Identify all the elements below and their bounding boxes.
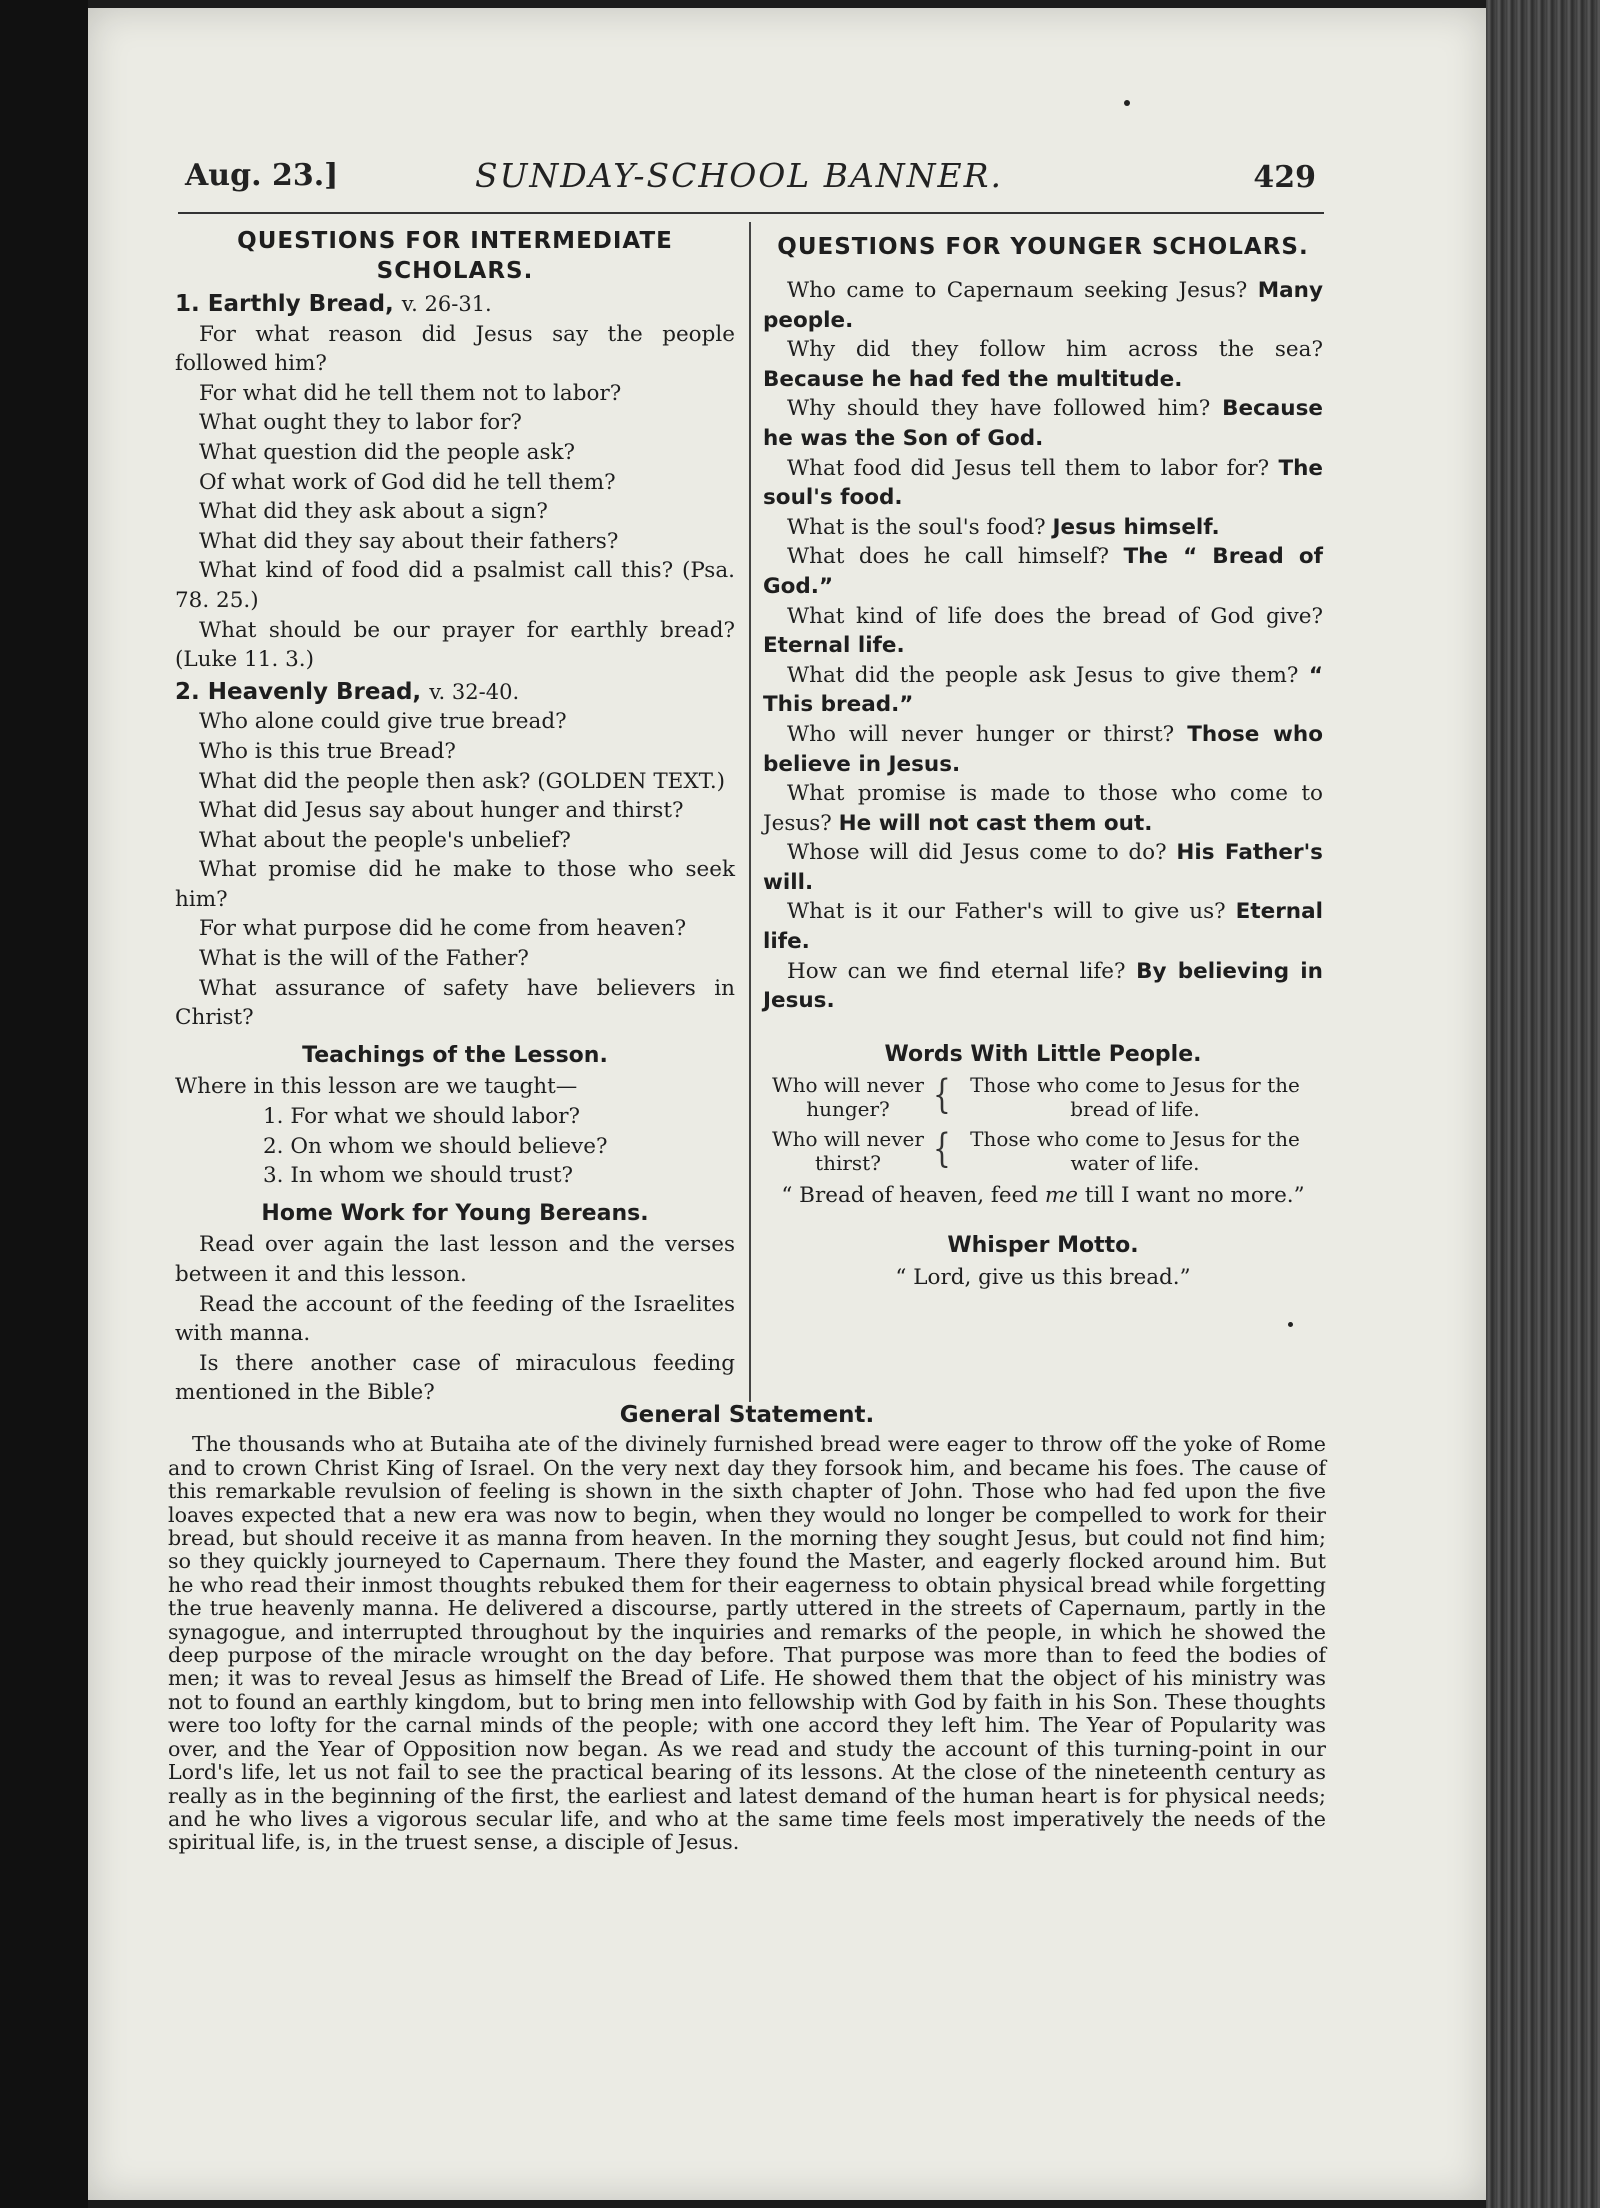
- question: What did Jesus say about hunger and thirst?: [199, 798, 684, 824]
- earthly-bread-questions: [175, 320, 735, 675]
- qa-question: What is it our Father's will to give us?: [787, 899, 1226, 925]
- qa-question: Why did they follow him across the sea?: [787, 337, 1323, 363]
- section-earthly-bread: [175, 290, 735, 320]
- qa-answer: His Father's will.: [763, 840, 1323, 895]
- heavenly-bread-questions: [175, 707, 735, 1033]
- qa-question: Why should they have followed him?: [787, 396, 1211, 422]
- words-answer: Those who come to Jesus for the bread of life.: [970, 1073, 1300, 1122]
- qa-answer: Because he had fed the multitude.: [763, 366, 1183, 392]
- question: What did they say about their fathers?: [199, 528, 619, 554]
- qa-answer: Eternal life.: [763, 899, 1323, 955]
- book-spine-edge: [1486, 0, 1600, 2208]
- scan-left-edge: [0, 0, 88, 2208]
- qa-question: What is the soul's food?: [787, 514, 1046, 540]
- motto-heading: Whisper Motto.: [947, 1233, 1139, 1259]
- brace-glyph: {: [933, 1071, 951, 1118]
- intermediate-heading: QUESTIONS FOR INTERMEDIATE SCHOLARS.: [237, 228, 673, 284]
- list-item: 1. For what we should labor?: [263, 1104, 580, 1130]
- question: What did they ask about a sign?: [199, 499, 548, 525]
- teachings-lead: Where in this lesson are we taught—: [175, 1074, 578, 1100]
- question: Of what work of God did he tell them?: [199, 469, 616, 495]
- qa-answer: He will not cast them out.: [838, 810, 1153, 836]
- general-statement-body: The thousands who at Butaiha ate of the divinely furnished bread were eager to throw off the yoke of Rome and to crown Christ King of Israel. On the very next day they forsook him, and became his foes. The cause of this remarkable revulsion of feeling is shown in the sixth chapter of John. Those who had fed upon the five loaves expected that a new era was now to begin, when they would no longer be compelled to work for their bread, but should receive it as manna from heaven. In the morning they sought Jesus, but could not find him; so they quickly journeyed to Capernaum. There they found the Master, and eagerly flocked around him. But he who read their inmost thoughts rebuked them for their eagerness to obtain physical bread while forgetting the true heavenly manna. He delivered a discourse, partly uttered in the streets of Capernaum, partly in the synagogue, and interrupted throughout by the inquiries and remarks of the people, in which he showed the deep purpose of the miracle wrought on the day before. That purpose was more than to feed the bodies of men; it was to reveal Jesus as himself the Bread of Life. He showed them that the object of his ministry was not to found an earthly kingdom, but to bring men into fellowship with God by faith in his Son. These thoughts were too lofty for the carnal minds of the people; with one accord they left him. The Year of Popularity was over, and the Year of Opposition now began. As we read and study the account of this turning-point in our Lord's life, let us not fail to see the practical bearing of its lessons. At the close of the nineteenth century as really as in the beginning of the first, the earliest and latest demand of the human heart is for physical needs; and he who lives a vigorous secular life, and who at the same time feels most imperatively the needs of the spiritual life, is, in the truest sense, a disciple of Jesus.: [168, 1432, 1326, 1855]
- qa-answer: Those who believe in Jesus.: [763, 721, 1323, 777]
- qa-item: [763, 720, 1323, 779]
- question: For what purpose did he come from heaven?: [199, 916, 687, 942]
- qa-answer: By believing in Jesus.: [763, 958, 1323, 1014]
- home-work-paragraph: Read the account of the feeding of the Israelites with manna.: [175, 1291, 735, 1347]
- right-column: [763, 222, 1323, 1292]
- page-number: 429: [1253, 160, 1316, 195]
- qa-answer: Jesus himself.: [1052, 514, 1220, 540]
- header-title: SUNDAY-SCHOOL BANNER.: [475, 156, 1003, 195]
- words-heading: Words With Little People.: [884, 1041, 1202, 1067]
- qa-answer: The “ Bread of God.”: [763, 544, 1323, 599]
- question: What should be our prayer for earthly bread? (Luke 11. 3.): [175, 617, 735, 673]
- words-row: [763, 1127, 1323, 1175]
- question: What question did the people ask?: [199, 439, 576, 465]
- qa-question: What kind of life does the bread of God give?: [787, 603, 1323, 629]
- qa-item: [763, 513, 1323, 543]
- words-quote: [763, 1181, 1323, 1211]
- qa-item: [763, 779, 1323, 838]
- younger-heading: QUESTIONS FOR YOUNGER SCHOLARS.: [777, 234, 1309, 260]
- home-work-paragraph: Read over again the last lesson and the verses between it and this lesson.: [175, 1232, 735, 1287]
- quote-text: “ Bread of heaven, feed: [781, 1183, 1045, 1209]
- motto-text: “ Lord, give us this bread.”: [895, 1264, 1191, 1290]
- question: Who is this true Bread?: [199, 738, 456, 764]
- qa-answer: Because he was the Son of God.: [763, 396, 1323, 451]
- qa-item: [763, 957, 1323, 1016]
- qa-item: [763, 897, 1323, 956]
- qa-item: [763, 394, 1323, 453]
- qa-question: Who will never hunger or thirst?: [787, 721, 1175, 747]
- general-statement: [168, 1404, 1326, 1855]
- words-answer: Those who come to Jesus for the water of life.: [970, 1127, 1300, 1176]
- qa-question: What promise is made to those who come to Jesus?: [763, 781, 1323, 836]
- print-speck: [1124, 100, 1130, 106]
- qa-question: Whose will did Jesus come to do?: [787, 840, 1167, 866]
- column-divider: [749, 222, 751, 1402]
- qa-question: How can we find eternal life?: [787, 958, 1126, 984]
- qa-item: [763, 661, 1323, 720]
- list-item: 2. On whom we should believe?: [263, 1133, 608, 1159]
- question: Who alone could give true bread?: [199, 709, 567, 735]
- qa-item: [763, 542, 1323, 601]
- teachings-heading: Teachings of the Lesson.: [302, 1042, 608, 1068]
- qa-item: [763, 276, 1323, 335]
- header-rule: [178, 212, 1324, 214]
- section-ref: v. 32-40.: [429, 679, 520, 704]
- question: What kind of food did a psalmist call this? (Psa. 78. 25.): [175, 558, 735, 613]
- words-question: Who will never hunger?: [772, 1073, 924, 1122]
- running-header: [185, 150, 1320, 194]
- words-question: Who will never thirst?: [772, 1127, 924, 1176]
- question: What assurance of safety have believers in Christ?: [175, 975, 735, 1031]
- section-heavenly-bread: [175, 678, 735, 708]
- qa-question: Who came to Capernaum seeking Jesus?: [787, 278, 1248, 303]
- question: For what reason did Jesus say the people followed him?: [175, 321, 735, 377]
- question: What promise did he make to those who seek him?: [175, 857, 735, 912]
- home-work-heading: Home Work for Young Bereans.: [261, 1200, 649, 1226]
- qa-item: [763, 602, 1323, 661]
- qa-question: What food did Jesus tell them to labor for?: [787, 455, 1270, 481]
- question: What ought they to labor for?: [199, 410, 522, 436]
- quote-text: till I want no more.”: [1078, 1183, 1305, 1209]
- words-row: [763, 1073, 1323, 1121]
- general-statement-heading: General Statement.: [619, 1402, 875, 1428]
- header-date: Aug. 23.]: [185, 158, 339, 193]
- qa-item: [763, 454, 1323, 513]
- question: What about the people's unbelief?: [199, 827, 571, 853]
- qa-item: [763, 335, 1323, 394]
- section-title: 2. Heavenly Bread,: [175, 678, 422, 705]
- younger-qa-list: [763, 276, 1323, 1016]
- question: What did the people then ask? (GOLDEN TEXT.): [199, 768, 726, 794]
- quote-emphasis: me: [1044, 1183, 1079, 1209]
- section-ref: v. 26-31.: [401, 292, 492, 316]
- left-column: [175, 222, 735, 1408]
- qa-answer: Many people.: [763, 278, 1323, 333]
- list-item: 3. In whom we should trust?: [263, 1163, 574, 1189]
- section-title: 1. Earthly Bread,: [175, 291, 394, 317]
- home-work-paragraph: Is there another case of miraculous feeding mentioned in the Bible?: [175, 1350, 735, 1406]
- qa-item: [763, 838, 1323, 897]
- qa-question: What does he call himself?: [787, 544, 1110, 570]
- brace-glyph: {: [933, 1125, 951, 1172]
- qa-answer: The soul's food.: [763, 455, 1323, 511]
- question: For what did he tell them not to labor?: [199, 380, 622, 406]
- print-speck: [1288, 1322, 1293, 1327]
- question: What is the will of the Father?: [199, 946, 529, 972]
- qa-answer: “ This bread.”: [763, 662, 1323, 718]
- teachings-list: [175, 1102, 735, 1191]
- qa-question: What did the people ask Jesus to give them?: [787, 662, 1299, 688]
- qa-answer: Eternal life.: [763, 633, 905, 659]
